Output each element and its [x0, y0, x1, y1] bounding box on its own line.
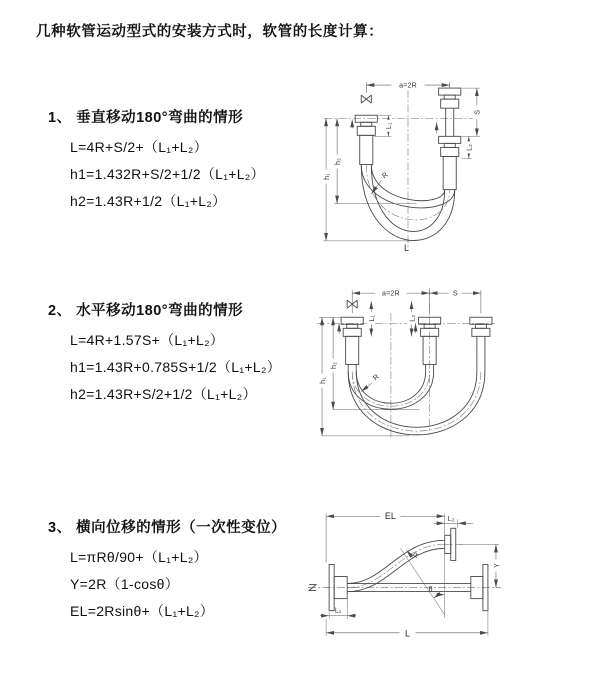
radius-label: R — [381, 171, 390, 181]
dim-label-h1: h₁ — [323, 173, 331, 180]
dim-label-l1: L₁ — [369, 314, 377, 322]
section-lateral-offset — [48, 516, 338, 629]
dim-label-l2: L₂ — [409, 314, 417, 322]
dim-label-s: S — [452, 290, 458, 298]
section-heading: 1、 垂直移动180°弯曲的情形 — [48, 110, 244, 126]
hose-curves — [348, 349, 485, 434]
dim-label-length: L — [404, 628, 411, 639]
formula-line: EL=2Rsinθ+（L₁+L₂） — [70, 603, 215, 619]
dim-label-h1: h₁ — [319, 377, 327, 384]
braided-hose-section — [443, 156, 456, 189]
diagram-vertical-bend — [316, 76, 502, 255]
formula-line: L=4R+1.57S+（L₁+L₂） — [70, 332, 225, 348]
radius-leader — [361, 383, 372, 392]
formula-line: L=πRθ/90+（L₁+L₂） — [70, 549, 208, 565]
straight-pipe — [347, 584, 471, 592]
braided-hose-section — [346, 336, 359, 364]
angle-label: θ — [428, 586, 433, 594]
dim-label-l1: L₁ — [386, 122, 394, 130]
dim-label-l1: L₁ — [334, 607, 342, 615]
dim-label-h2: h₂ — [334, 157, 342, 165]
length-label: L — [403, 242, 410, 253]
dim-label-s: S — [474, 109, 482, 115]
radius-line — [400, 548, 444, 614]
right-hose-fitting — [470, 317, 492, 349]
dim-label-el: EL — [384, 511, 396, 522]
dim-label-end: L₂ — [447, 516, 455, 524]
formula-line: L=4R+S/2+（L₁+L₂） — [70, 139, 208, 155]
formula-line: h1=1.432R+S/2+1/2（L₁+L₂） — [70, 166, 265, 182]
formula-line: Y=2R（1-cosθ） — [70, 576, 180, 592]
section-heading: 2、 水平移动180°弯曲的情形 — [48, 303, 244, 319]
radius-label: R — [412, 551, 422, 560]
dim-label-span: a=2R — [382, 290, 400, 298]
valve-icon — [361, 95, 371, 103]
diagram-lateral-offset — [304, 502, 505, 641]
dim-label-h2: h₂ — [330, 361, 338, 370]
left-hose-fitting — [355, 115, 377, 164]
section-vertical-bend — [48, 106, 338, 219]
formula-line: h2=1.43R+S/2+1/2（L₁+L₂） — [70, 386, 257, 402]
dim-label-l2: L₂ — [466, 143, 474, 151]
section-heading: 3、 横向位移的情形（一次性变位） — [48, 520, 287, 536]
formula-line: h2=1.43R+1/2（L₁+L₂） — [70, 193, 227, 209]
right-lower-fitting — [439, 136, 461, 189]
braided-hose-section — [360, 135, 373, 164]
diagram-horizontal-bend — [314, 285, 500, 444]
section-horizontal-bend — [48, 299, 338, 412]
angle-arc — [434, 595, 445, 598]
page-title: 几种软管运动型式的安装方式时，软管的长度计算： — [36, 24, 384, 40]
radius-label: R — [372, 373, 381, 383]
dim-label-span: a=2R — [399, 82, 417, 90]
formula-line: h1=1.43R+0.785S+1/2（L₁+L₂） — [70, 359, 281, 375]
left-hose-fitting — [341, 317, 363, 364]
right-upper-fitting — [439, 88, 461, 136]
dim-label-y: Y — [493, 563, 501, 568]
